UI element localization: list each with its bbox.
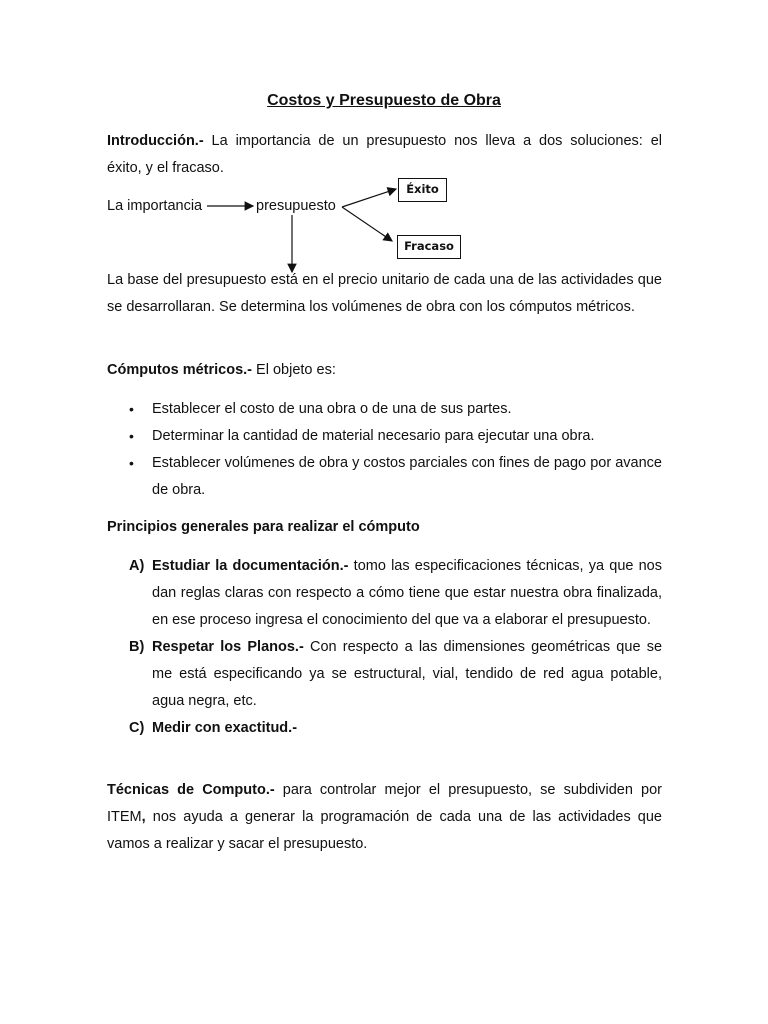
objectives-list [107, 396, 662, 504]
arrow-to-failure [342, 207, 392, 241]
list-item [107, 396, 662, 423]
list-marker: C) [129, 720, 145, 736]
computos-paragraph [107, 357, 662, 384]
diagram-source: La importancia [107, 198, 203, 214]
computos-text: El objeto es: [252, 362, 336, 378]
bullet-text: Establecer volúmenes de obra y costos parciales con fines de pago por avance de obra. [152, 455, 662, 498]
list-item [107, 450, 662, 504]
principle-label: Estudiar la documentación.- [152, 558, 349, 574]
principles-heading: Principios generales para realizar el cómputo [107, 519, 420, 535]
diagram-middle: presupuesto [256, 198, 336, 214]
bullet-text: Determinar la cantidad de material necesario para ejecutar una obra. [152, 428, 595, 444]
tecnicas-comma: , [141, 809, 146, 825]
principle-text: Con respecto a las dimensiones geométricas que se me está especificando ya se estructural, vial, tendido de red agua potable, agua negra, etc. [152, 639, 663, 709]
tecnicas-label: Técnicas de Computo.- [107, 782, 275, 798]
bullet-icon: • [129, 428, 134, 444]
box-failure: Fracaso [397, 235, 461, 259]
principle-label: Respetar los Planos.- [152, 639, 304, 655]
box-success: Éxito [398, 178, 447, 202]
diagram-arrows [0, 0, 768, 280]
arrow-to-success [342, 189, 396, 207]
list-item [107, 715, 662, 742]
page-title: Costos y Presupuesto de Obra [267, 92, 501, 109]
principles-list [107, 553, 662, 742]
base-paragraph: La base del presupuesto está en el precio unitario de cada una de las actividades que se desarrollaran. Se determina los volúmenes de obra con los cómputos métricos. [107, 272, 662, 315]
bullet-text: Establecer el costo de una obra o de una de sus partes. [152, 401, 512, 417]
principle-label: Medir con exactitud.- [152, 720, 298, 736]
tecnicas-text-2: nos ayuda a generar la programación de cada una de las actividades que vamos a realizar y sacar el presupuesto. [107, 809, 662, 852]
intro-line-2: éxito, y el fracaso. [107, 160, 224, 176]
principle-text: tomo las especificaciones técnicas, ya que nos dan reglas claras con respecto a cómo tiene que estar nuestra obra finalizada, en ese proceso ingresa el conocimiento del que va a elaborar el presupuesto. [152, 558, 662, 628]
list-item [107, 634, 662, 715]
list-item [107, 553, 662, 634]
bullet-icon: • [129, 455, 134, 471]
list-marker: A) [129, 558, 145, 574]
bullet-icon: • [129, 401, 134, 417]
budget-diagram [0, 0, 768, 280]
computos-label: Cómputos métricos.- [107, 362, 253, 378]
intro-text-1: La importancia de un presupuesto nos lleva a dos soluciones: el [203, 133, 662, 149]
list-item [107, 423, 662, 450]
tecnicas-text-1: para controlar mejor el presupuesto, se subdividen por ITEM [107, 782, 662, 825]
tecnicas-paragraph [107, 777, 662, 858]
list-marker: B) [129, 639, 145, 655]
intro-label: Introducción.- [107, 133, 204, 149]
